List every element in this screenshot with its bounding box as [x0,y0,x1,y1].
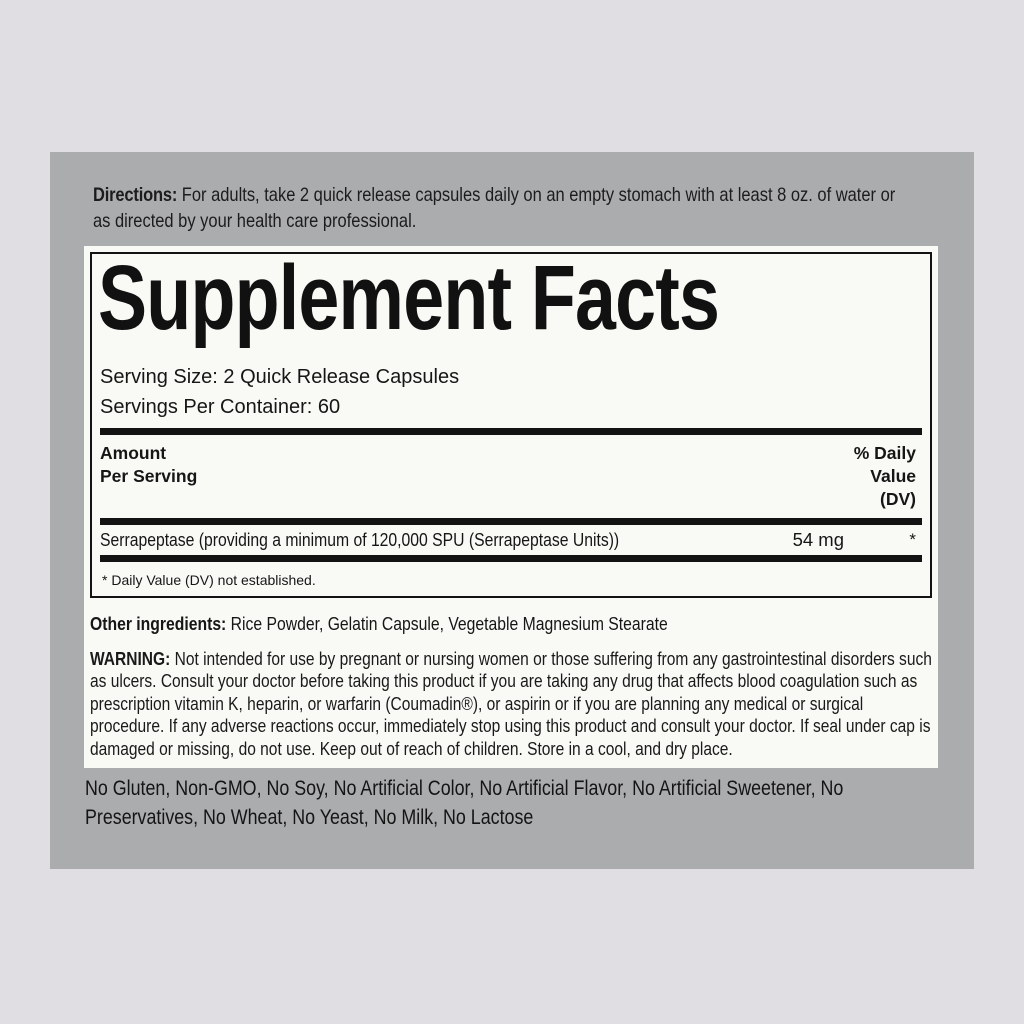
supplement-facts-title: Supplement Facts [98,247,720,349]
amount-header-line2: Per Serving [100,466,198,486]
ingredient-amount: 54 mg [792,529,844,550]
label-panel [50,152,974,869]
other-ingredients-body: Rice Powder, Gelatin Capsule, Vegetable Magnesium Stearate [230,613,668,634]
warning-body: Not intended for use by pregnant or nursing women or those suffering from any gastrointestinal disorders such as ulcers. Consult your doctor before taking this product if you are taking any drug that affects blood coagulation such as prescription vitamin K, heparin, or warfarin (Coumadin®), or aspirin or if you are planning any medical or surgical procedure. If any adverse reactions occur, immediately stop using this product and consult your doctor. If seal under cap is damaged or missing, do not use. Keep out of reach of children. Store in a cool, and dry place. [90,648,932,759]
serving-size: Serving Size: 2 Quick Release Capsules [100,366,460,388]
ingredient-name: Serrapeptase (providing a minimum of 120,000 SPU (Serrapeptase Units)) [100,529,620,550]
ingredient-daily-value: * [909,530,916,549]
ingredient-row [100,525,922,555]
directions-text [93,183,897,234]
amount-header [100,442,197,511]
other-ingredients [90,612,932,636]
directions-body: For adults, take 2 quick release capsules daily on an empty stomach with at least 8 oz. of water or as directed by your health care professional. [93,184,896,232]
amount-header-line1: Amount [100,443,167,463]
row-divider [100,555,922,562]
supplement-facts-panel [84,246,938,768]
claims-text: No Gluten, Non-GMO, No Soy, No Artificial Color, No Artificial Flavor, No Artificial Sweetener, No Preservatives, No Wheat, No Yeast, No Milk, No Lactose [85,776,844,829]
table-header [100,435,922,518]
header-top-divider [100,428,922,435]
daily-value-header-line3: (DV) [880,489,916,509]
other-ingredients-label: Other ingredients: [90,613,227,634]
supplement-facts-box [90,247,932,598]
header-bottom-divider [100,518,922,525]
servings-per-container: Servings Per Container: 60 [100,396,341,418]
daily-value-header-line1: % Daily [853,443,916,463]
directions-label: Directions: [93,184,178,206]
warning-label: WARNING: [90,648,171,669]
daily-value-header-line2: Value [870,466,916,486]
warning-text [90,648,937,760]
daily-value-header [854,442,922,511]
dv-footnote: * Daily Value (DV) not established. [102,572,316,588]
